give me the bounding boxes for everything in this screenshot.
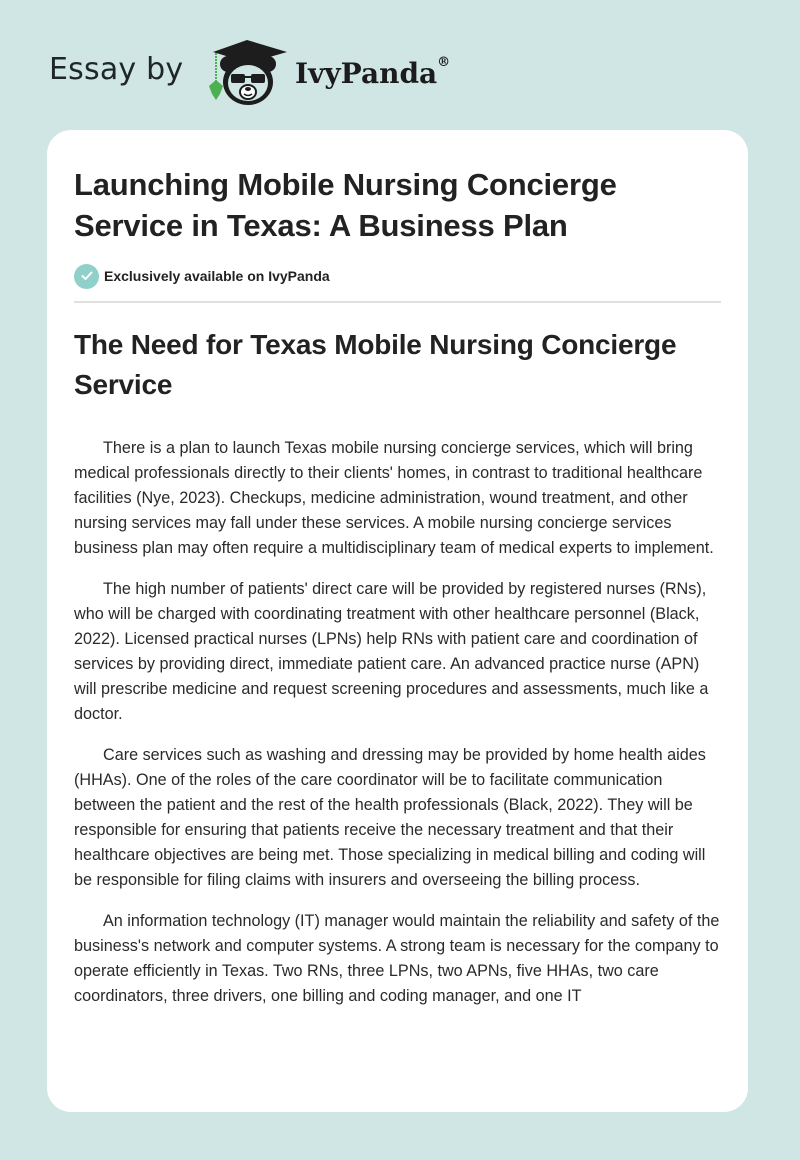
registered-mark: ® xyxy=(437,55,451,70)
section-heading: The Need for Texas Mobile Nursing Concierge Service xyxy=(74,329,677,400)
check-circle-icon xyxy=(74,264,99,289)
divider xyxy=(74,301,721,303)
brand-name[interactable] xyxy=(295,57,450,90)
paragraph: Care services such as washing and dressing may be provided by home health aides (HHAs). One of the roles of the care coordinator will be to facilitate communication between the patient and the rest of the health professionals (Black, 2022). They will be responsible for ensuring that patients receive the necessary treatment and that their healthcare objectives are being met. Those specializing in medical billing and coding will be responsible for filing claims with insurers and overseeing the billing process. xyxy=(74,746,706,889)
panda-graduate-icon[interactable] xyxy=(203,36,291,108)
paragraph: There is a plan to launch Texas mobile nursing concierge services, which will bring medical professionals directly to their clients' homes, in contrast to traditional healthcare facilities (Nye, 2023). Checkups, medicine administration, wound treatment, and other nursing services may fall under these services. A mobile nursing concierge services business plan may often require a multidisciplinary team of medical experts to implement. xyxy=(74,439,714,557)
article-card xyxy=(47,130,748,1112)
paragraph: An information technology (IT) manager would maintain the reliability and safety of the business's network and computer systems. A strong team is necessary for the company to operate efficiently in Texas. Two RNs, three LPNs, two APNs, five HHAs, two care coordinators, three drivers, one billing and coding manager, and one IT xyxy=(74,912,720,1005)
essay-by-label: Essay by xyxy=(49,52,184,87)
exclusive-badge xyxy=(74,262,721,290)
exclusive-text: Exclusively available on IvyPanda xyxy=(104,268,330,284)
article-title: Launching Mobile Nursing Concierge Service in Texas: A Business Plan xyxy=(74,167,617,243)
paragraph: The high number of patients' direct care will be provided by registered nurses (RNs), who will be charged with coordinating treatment with other healthcare personnel (Black, 2022). Licensed practical nurses (LPNs) help RNs with patient care and coordination of services by providing direct, immediate patient care. An advanced practice nurse (APN) will prescribe medicine and request screening procedures and assessments, much like a doctor. xyxy=(74,580,709,723)
brand-text: IvyPanda xyxy=(295,57,438,90)
site-header xyxy=(0,0,800,130)
